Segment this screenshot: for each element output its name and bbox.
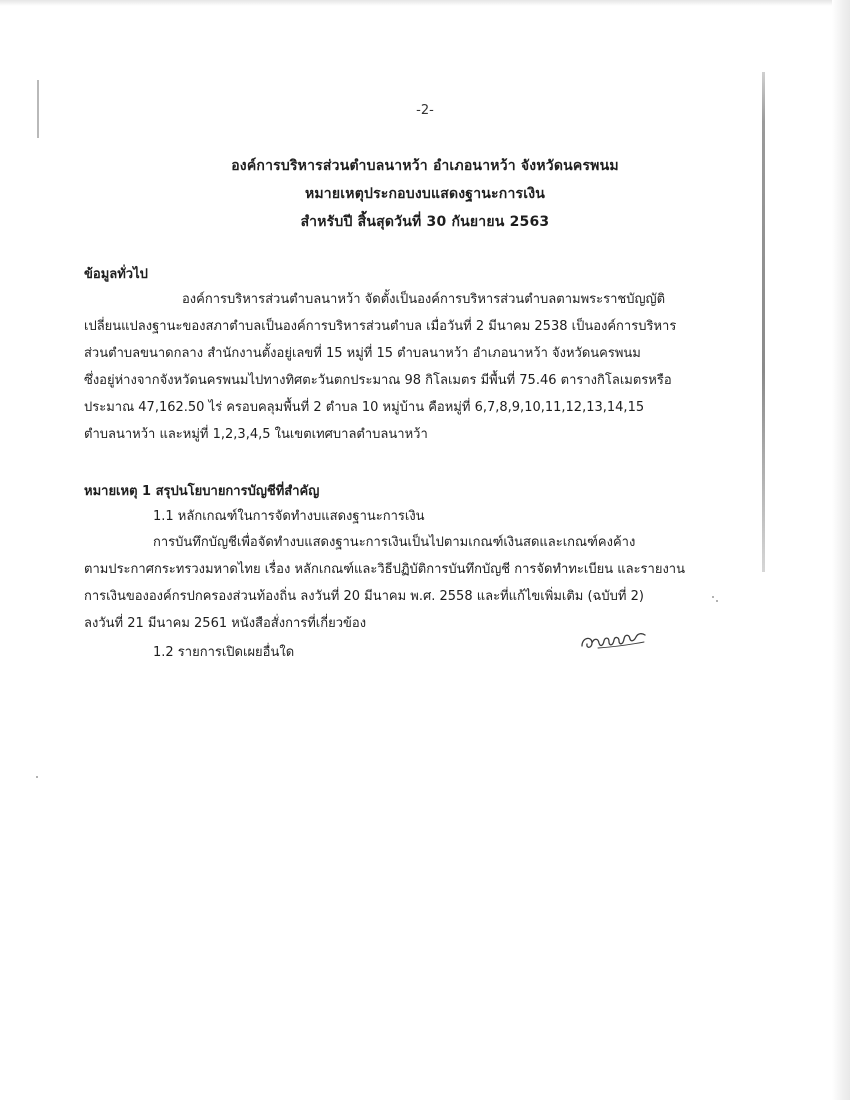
note1-body-line: ตามประกาศกระทรวงมหาดไทย เรื่อง หลักเกณฑ์และวิธีปฏิบัติการบันทึกบัญชี การจัดทำทะเบียน และรายงาน [84, 562, 685, 577]
note1-body-line: ลงวันที่ 21 มีนาคม 2561 หนังสือสั่งการที่เกี่ยวข้อง [84, 616, 367, 631]
header-period: สำหรับปี สิ้นสุดวันที่ 30 กันยายน 2563 [300, 214, 550, 230]
general-info-line: เปลี่ยนแปลงฐานะของสภาตำบลเป็นองค์การบริหารส่วนตำบล เมื่อวันที่ 2 มีนาคม 2538 เป็นองค์การบริหาร [84, 319, 677, 334]
scan-dot [712, 596, 714, 598]
scan-mark-right [762, 72, 765, 572]
general-info-line: ตำบลนาหว้า และหมู่ที่ 1,2,3,4,5 ในเขตเทศบาลตำบลนาหว้า [84, 427, 428, 442]
note1-body-line: การบันทึกบัญชีเพื่อจัดทำงบแสดงฐานะการเงินเป็นไปตามเกณฑ์เงินสดและเกณฑ์คงค้าง [153, 535, 636, 550]
scan-dot [716, 600, 718, 602]
general-info-heading: ข้อมูลทั่วไป [84, 267, 148, 282]
general-info-line: ส่วนตำบลขนาดกลาง สำนักงานตั้งอยู่เลขที่ 15 หมู่ที่ 15 ตำบลนาหว้า อำเภอนาหว้า จังหวัดนครพนม [84, 346, 641, 361]
document-header [0, 152, 850, 236]
note1-subsection-title: 1.2 รายการเปิดเผยอื่นใด [153, 645, 295, 660]
scan-edge-top [0, 0, 850, 6]
handwritten-signature [578, 628, 650, 654]
note1-heading: หมายเหตุ 1 สรุปนโยบายการบัญชีที่สำคัญ [84, 484, 320, 499]
general-info-line: องค์การบริหารส่วนตำบลนาหว้า จัดตั้งเป็นองค์การบริหารส่วนตำบลตามพระราชบัญญัติ [182, 292, 666, 307]
scan-dot [36, 776, 38, 778]
header-title: หมายเหตุประกอบงบแสดงฐานะการเงิน [304, 186, 546, 202]
note1-body-line: การเงินขององค์กรปกครองส่วนท้องถิ่น ลงวันที่ 20 มีนาคม พ.ศ. 2558 และที่แก้ไขเพิ่มเติม (ฉบับที่ 2) [84, 589, 644, 604]
note1-subsection-title: 1.1 หลักเกณฑ์ในการจัดทำงบแสดงฐานะการเงิน [153, 509, 425, 524]
general-info-line: ประมาณ 47,162.50 ไร่ ครอบคลุมพื้นที่ 2 ตำบล 10 หมู่บ้าน คือหมู่ที่ 6,7,8,9,10,11,12,13,14,15 [84, 400, 645, 415]
header-organization: องค์การบริหารส่วนตำบลนาหว้า อำเภอนาหว้า จังหวัดนครพนม [231, 158, 619, 174]
page-number: -2- [416, 103, 434, 118]
general-info-line: ซึ่งอยู่ห่างจากจังหวัดนครพนมไปทางทิศตะวันตกประมาณ 98 กิโลเมตร มีพื้นที่ 75.46 ตารางกิโลเมตรหรือ [84, 373, 672, 388]
